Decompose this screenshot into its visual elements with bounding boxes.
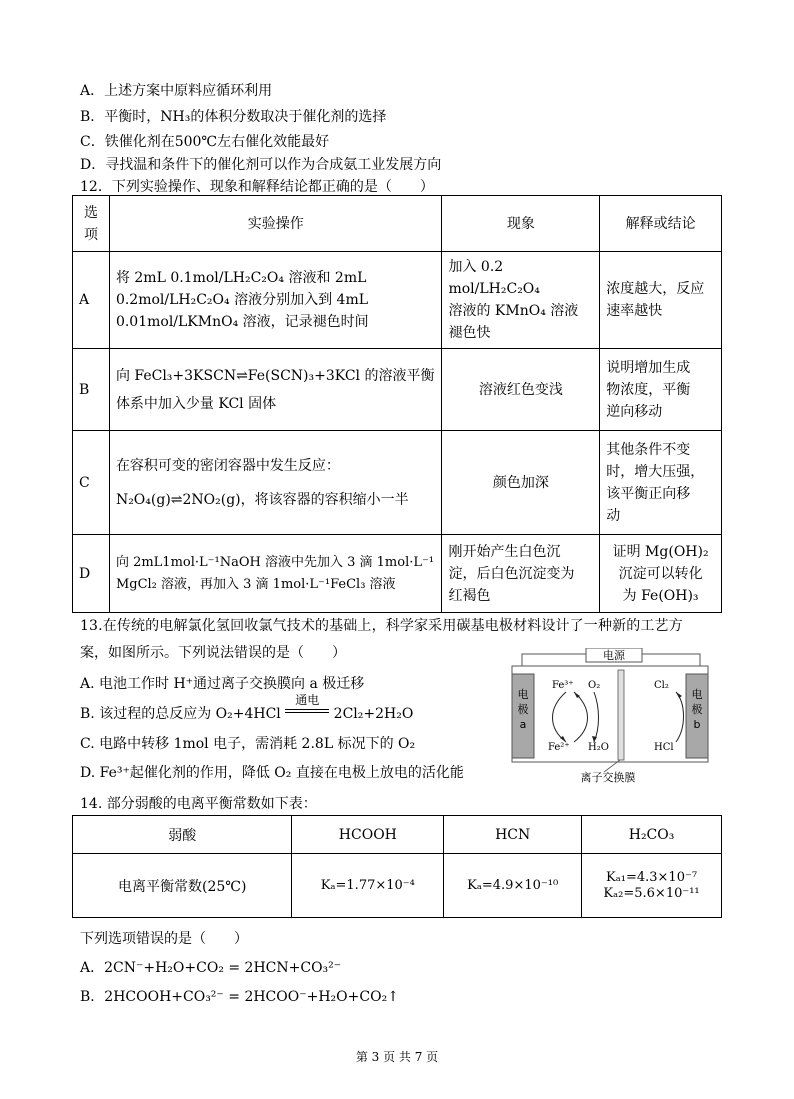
q12-header-operation: 实验操作 [109,196,442,252]
q14-value-row [73,854,722,918]
h2o-label: H₂O [588,742,609,753]
q14-hcn-ka: Kₐ=4.9×10⁻¹⁰ [444,854,582,918]
q12-header-row [73,196,722,252]
q14-header-h2co3: H₂CO₃ [582,816,722,854]
electrolysis-diagram [508,648,716,783]
electrode-b-label-3: b [693,718,701,731]
q14-header-acid: 弱酸 [73,816,292,854]
cl2-label: Cl₂ [654,680,669,691]
q14-stem: 14. 部分弱酸的电离平衡常数如下表： [80,796,317,812]
electrode-a-label-1: 电 [517,688,529,701]
q12-row-d-option: D [73,535,110,613]
q13-option-a: A. 电池工作时 H⁺通过离子交换膜向 a 极迁移 [80,676,365,692]
cell-container [512,666,708,762]
q12-row-a-option: A [73,252,110,349]
q14-h2co3-ka1: Kₐ₁=4.3×10⁻⁷ [606,869,698,885]
q12-row-a-operation: 将 2mL 0.1mol/LH₂C₂O₄ 溶液和 2mL 0.2mol/LH₂C₂O₄ 溶液分别加入到 4mL 0.01mol/LKMnO₄ 溶液，记录褪色时间 [109,252,442,349]
q14-hcooh-ka: Kₐ=1.77×10⁻⁴ [292,854,444,918]
q14-option-a: A．2CN⁻+H₂O+CO₂ = 2HCN+CO₃²⁻ [80,960,342,976]
electrode-a-label-3: a [519,718,527,731]
q12-row-c-phenomenon: 颜色加深 [442,431,600,535]
equals-double-line [285,709,329,713]
q14-h2co3-ka2: Kₐ₂=5.6×10⁻¹¹ [603,885,700,901]
q11-option-b: B．平衡时，NH₃的体积分数取决于催化剂的选择 [80,109,387,125]
electrode-a [512,674,534,758]
q14-table [72,815,722,918]
q13-stem-line1: 13.在传统的电解氯化氢回收氯气技术的基础上，科学家采用碳基电极材料设计了一种新的工艺方 [80,618,683,634]
q12-row-b-option: B [73,349,110,431]
electrode-b-label-1: 电 [691,688,703,701]
fe2-label: Fe²⁺ [548,742,570,753]
hcl-label: HCl [654,742,674,753]
q12-table [72,195,722,613]
q11-option-a: A．上述方案中原料应循环利用 [80,83,273,99]
q13-option-c: C. 电路中转移 1mol 电子，需消耗 2.8L 标况下的 O₂ [80,736,416,752]
q12-row-d [73,535,722,613]
q12-row-c-conclusion: 其他条件不变 时，增大压强， 该平衡正向移 动 [600,431,722,535]
q12-row-a-conclusion: 浓度越大，反应 速率越快 [600,252,722,349]
q14-option-b: B．2HCOOH+CO₃²⁻ = 2HCOO⁻+H₂O+CO₂↑ [80,989,399,1005]
electrode-a-label-2: 极 [517,703,529,716]
q13-option-b [80,693,414,723]
q12-row-b-operation: 向 FeCl₃+3KSCN⇌Fe(SCN)₃+3KCl 的溶液平衡 体系中加入少量 KCl 固体 [109,349,442,431]
page-footer: 第 3 页 共 7 页 [355,1050,439,1064]
q12-stem: 12．下列实验操作、现象和解释结论都正确的是（ ） [80,179,434,195]
q12-row-d-operation: 向 2mL1mol·L⁻¹NaOH 溶液中先加入 3 滴 1mol·L⁻¹ MgCl₂ 溶液，再加入 3 滴 1mol·L⁻¹FeCl₃ 溶液 [109,535,442,613]
q13-option-b-text: B. 该过程的总反应为 O₂+4HCl [80,706,281,722]
q13-option-b-product: 2Cl₂+2H₂O [333,706,414,722]
fe3-label: Fe³⁺ [552,680,574,691]
q12-row-b-phenomenon: 溶液红色变浅 [442,349,600,431]
power-source-label: 电源 [603,649,625,662]
q12-row-d-phenomenon: 刚开始产生白色沉 淀，后白色沉淀变为 红褐色 [442,535,600,613]
q13-option-d: D. Fe³⁺起催化剂的作用，降低 O₂ 直接在电极上放电的活化能 [80,765,464,781]
q14-h2co3-ka [582,854,722,918]
q14-row-label: 电离平衡常数(25℃) [73,854,292,918]
q12-header-option: 选 项 [73,196,110,252]
q12-row-b-conclusion: 说明增加生成 物浓度，平衡 逆向移动 [600,349,722,431]
q13-stem-line2: 案，如图所示。下列说法错误的是（ ） [80,645,346,661]
q14-header-row [73,816,722,854]
q11-option-c: C．铁催化剂在500℃左右催化效能最好 [80,134,330,150]
reaction-condition: 通电 [295,693,320,707]
q12-row-c [73,431,722,535]
q14-prompt: 下列选项错误的是（ ） [80,931,248,947]
q14-header-hcn: HCN [444,816,582,854]
reaction-arrow [285,693,329,713]
o2-label: O₂ [588,680,601,691]
q12-row-a-phenomenon: 加入 0.2 mol/LH₂C₂O₄ 溶液的 KMnO₄ 溶液 褪色快 [442,252,600,349]
q14-header-hcooh: HCOOH [292,816,444,854]
q12-row-d-conclusion: 证明 Mg(OH)₂ 沉淀可以转化 为 Fe(OH)₃ [600,535,722,613]
q12-row-b [73,349,722,431]
q11-option-d: D．寻找温和条件下的催化剂可以作为合成氨工业发展方向 [80,157,442,173]
electrode-b-label-2: 极 [691,703,703,716]
membrane-label: 离子交换膜 [580,771,636,783]
electrode-b [686,674,708,758]
q12-row-c-option: C [73,431,110,535]
q12-row-a [73,252,722,349]
q12-row-c-operation: 在容积可变的密闭容器中发生反应： N₂O₄(g)⇌2NO₂(g)，将该容器的容积缩小一半 [109,431,442,535]
q12-header-phenomenon: 现象 [442,196,600,252]
q12-header-conclusion: 解释或结论 [600,196,722,252]
ion-exchange-membrane [618,670,624,760]
